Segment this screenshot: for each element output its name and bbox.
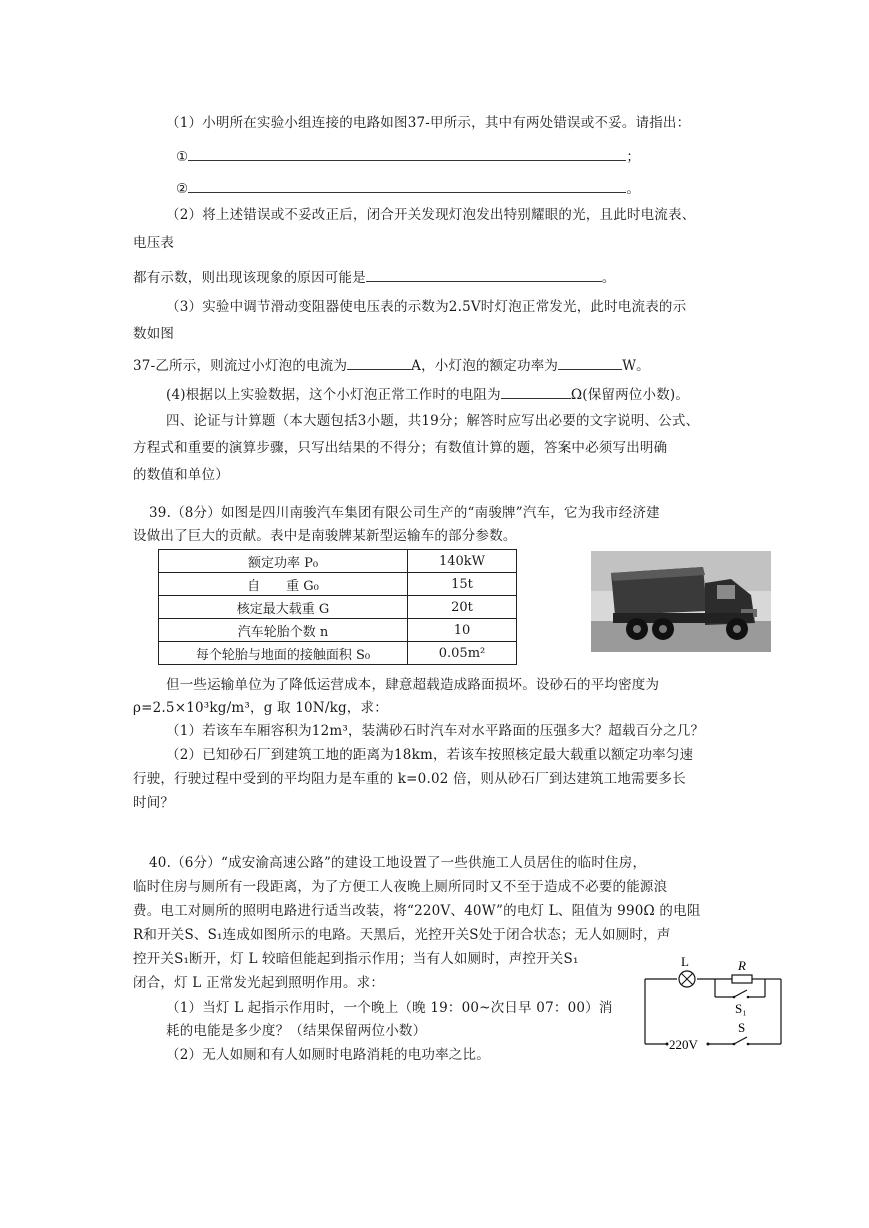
switch-s-label: S — [738, 1020, 746, 1035]
q38-part3-line1: （3）实验中调节滑动变阻器使电压表的示数为2.5V时灯泡正常发光，此时电流表的示 — [166, 299, 687, 315]
answer-blank[interactable] — [501, 384, 571, 399]
q39-sub2-line1: （2）已知砂石厂到建筑工地的距离为18km，若该车按照核定最大载重以额定功率匀速 — [166, 747, 694, 763]
param-value: 0.05m² — [408, 642, 517, 665]
q39-line3: 但一些运输单位为了降低运营成本，肆意超载造成路面损坏。设砂石的平均密度为 — [166, 677, 660, 693]
resistor-label: R — [738, 958, 746, 973]
q40-line3: 费。电工对厕所的照明电路进行适当改装，将“220V、40W”的电灯 L、阻值为 990Ω 的电阻 — [133, 903, 701, 919]
resistor-symbol — [732, 975, 752, 983]
param-value: 20t — [408, 596, 517, 619]
switch-s-blade — [734, 1037, 747, 1044]
param-name: 汽车轮胎个数 n — [159, 619, 408, 642]
answer-blank[interactable] — [347, 355, 411, 370]
voltage-label: 220V — [669, 1037, 698, 1052]
param-name: 额定功率 P₀ — [159, 550, 408, 573]
circuit-diagram — [637, 955, 787, 1055]
q38-part2-line3 — [133, 267, 616, 288]
q39-sub2-line2: 行驶，行驶过程中受到的平均阻力是车重的 k=0.02 倍，则从砂石厂到达建筑工地需要多长 — [133, 771, 686, 787]
switch-s1-blade — [734, 990, 747, 997]
punct: ； — [626, 149, 641, 165]
table-row — [159, 596, 517, 619]
answer-blank[interactable] — [558, 355, 622, 370]
table-row — [159, 573, 517, 596]
q38-part2-line1: （2）将上述错误或不妥改正后，闭合开关发现灯泡发出特别耀眼的光，且此时电流表、 — [166, 207, 696, 223]
table-row — [159, 619, 517, 642]
switch-s1-label: S₁ — [735, 1001, 747, 1016]
text: 都有示数，则出现该现象的原因可能是 — [133, 270, 366, 286]
q38-answer-line-1 — [176, 146, 640, 167]
q39-line4: ρ=2.5×10³kg/m³，g 取 10N/kg，求： — [133, 700, 388, 716]
q40-sub2: （2）无人如厕和有人如厕时电路消耗的电功率之比。 — [166, 1047, 490, 1063]
text: 37-乙所示，则流过小灯泡的电流为 — [133, 358, 348, 374]
q39-sub2-line3: 时间？ — [133, 795, 175, 811]
lamp-label: L — [681, 955, 689, 969]
section4-heading-line1: 四、论证与计算题（本大题包括3小题，共19分；解答时应写出必要的文字说明、公式、 — [166, 413, 700, 429]
q39-sub1: （1）若该车车厢容积为12m³，装满砂石时汽车对水平路面的压强多大？超载百分之几？ — [166, 723, 705, 739]
item-mark: ① — [176, 149, 189, 165]
q40-sub1-line1: （1）当灯 L 起指示作用时，一个晚上（晚 19：00~次日早 07：00）消 — [166, 1000, 613, 1016]
q38-part2-line2: 电压表 — [133, 235, 175, 251]
q38-part1: （1）小明所在实验小组连接的电路如图37-甲所示，其中有两处错误或不妥。请指出： — [166, 115, 691, 131]
text: (4)根据以上实验数据，这个小灯泡正常工作时的电阻为 — [166, 387, 501, 403]
param-value: 140kW — [408, 550, 517, 573]
param-name: 核定最大载重 G — [159, 596, 408, 619]
q40-line5: 控开关S₁断开，灯 L 较暗但能起到指示作用；当有人如厕时，声控开关S₁ — [133, 951, 579, 967]
text: Ω(保留两位小数)。 — [570, 387, 690, 403]
param-name: 自 重 G₀ — [159, 573, 408, 596]
table-row — [159, 550, 517, 573]
answer-blank[interactable] — [188, 146, 626, 161]
q40-line4: R和开关S、S₁连成如图所示的电路。天黑后，光控开关S处于闭合状态；无人如厕时，声 — [133, 927, 671, 943]
truck-parameters-table — [158, 549, 517, 665]
q40-line2: 临时住房与厕所有一段距离，为了方便工人夜晚上厕所同时又不至于造成不必要的能源浪 — [133, 879, 668, 895]
section4-heading-line3: 的数值和单位） — [133, 467, 229, 483]
q38-answer-line-2 — [176, 178, 640, 199]
text: W。 — [622, 358, 650, 374]
punct: 。 — [601, 270, 616, 286]
table-row — [159, 642, 517, 665]
q38-part4 — [166, 384, 689, 405]
punct: 。 — [626, 181, 641, 197]
q39-line1: 39.（8分）如图是四川南骏汽车集团有限公司生产的“南骏牌”汽车，它为我市经济建 — [149, 505, 660, 521]
param-value: 10 — [408, 619, 517, 642]
text: A，小灯泡的额定功率为 — [411, 358, 559, 374]
item-mark: ② — [176, 181, 189, 197]
answer-blank[interactable] — [188, 178, 626, 193]
param-name: 每个轮胎与地面的接触面积 S₀ — [159, 642, 408, 665]
q38-part3-line3 — [133, 355, 650, 376]
answer-blank[interactable] — [366, 267, 602, 282]
q38-part3-line2: 数如图 — [133, 326, 175, 342]
param-value: 15t — [408, 573, 517, 596]
section4-heading-line2: 方程式和重要的演算步骤，只写出结果的不得分；有数值计算的题，答案中必须写出明确 — [133, 440, 668, 456]
q40-line1: 40.（6分）“成安渝高速公路”的建设工地设置了一些供施工人员居住的临时住房， — [149, 855, 647, 871]
dump-truck-photo — [591, 551, 771, 652]
q40-line6: 闭合，灯 L 正常发光起到照明作用。求： — [133, 975, 385, 991]
q40-sub1-line2: 耗的电能是多少度？（结果保留两位小数） — [166, 1023, 427, 1039]
q39-line2: 设做出了巨大的贡献。表中是南骏牌某新型运输车的部分参数。 — [133, 528, 517, 544]
